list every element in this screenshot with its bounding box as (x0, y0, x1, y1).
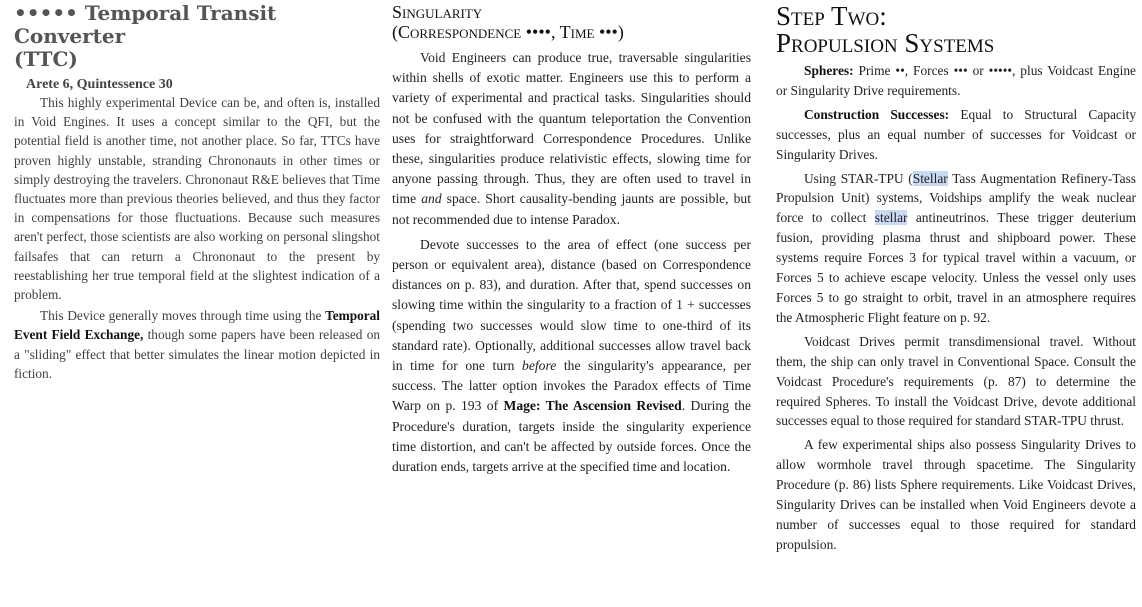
title-line-2: (TTC) (14, 47, 78, 71)
construction-successes (776, 105, 1136, 165)
title-line-1: ••••• Temporal Transit Converter (14, 1, 277, 48)
italic-term: before (522, 358, 557, 374)
paragraph-text: Void Engineers can produce true, traversable singularities within shells of exotic matter. Engineers use this to perform a variety of experimental and practical tasks. Singularities should not be confused with the quantum teleportation the Convention uses for straightforward Correspondence Procedures. Unlike these, singularities produce relativistic effects, slowing time for anyone passing through. Thus, they are often used to travel in time (392, 50, 751, 207)
highlighted-word[interactable]: Stellar (912, 170, 948, 186)
book-title: Mage: The Ascension Revised (503, 398, 682, 414)
heading-line-1: Singularity (392, 2, 483, 22)
paragraph-text: space. Short causality-bending jaunts are possible, but not recommended due to intense Paradox. (392, 191, 751, 227)
column-singularity (392, 0, 751, 477)
italic-term: and (421, 191, 442, 207)
paragraph: This highly experimental Device can be, and often is, installed in Void Engines. It uses a concept similar to the QFI, but the potential field is another time, not another place. So far, TTCs have proven highly unstable, stranding Chrononauts in other times or simply destroying the travelers. Chrononaut R&E believes that Time fluctuates more than previous theories believed, and thus they factor in compensations for those fluctuations. Because such measures aren't perfect, those scientists are also working on personal slingshot failsafes that can return a Chrononaut to the present by reestablishing her true temporal field at the slightest indication of a problem. (14, 95, 380, 303)
paragraph-text: antineutrinos. These trigger deuterium fusion, providing plasma thrust and shipboard power. These systems require Forces 3 for typical travel within a vacuum, or Forces 5 to achieve escape velocity. Unless the vessel only uses Forces 5 to go straight to orbit, travel in an atmosphere requires the Atmospheric Flight feature on p. 92. (776, 210, 1136, 325)
paragraph (776, 169, 1136, 328)
paragraph-text: the singularity's appearance, per success. The latter option invokes the Paradox effects of Time Warp on p. 193 of (392, 358, 751, 414)
paragraph (392, 48, 751, 230)
section-subtitle: Arete 6, Quintessence 30 (26, 77, 173, 92)
heading-line-2: (Correspondence ••••, Time •••) (392, 22, 624, 42)
paragraph-text: . During the Procedure's duration, targets inside the singularity experience time distortion, and can't be affected by outside forces. Once the duration ends, targets arrive at the specified time and location. (392, 398, 751, 475)
heading-line-1: Step Two: (776, 1, 887, 31)
paragraph (14, 306, 380, 383)
highlighted-word[interactable]: stellar (874, 210, 908, 226)
paragraph-text: Devote successes to the area of effect (one success per person or equivalent area), distance (based on Correspondence distances on p. 83), and duration. After that, spend successes on slowing time within the singularity to a fraction of 1 + successes (spending two successes would slow time to one-third of its standard rate). Optionally, additional successes allow travel back in time for one turn (392, 236, 751, 374)
spheres-text: Prime ••, Forces ••• or •••••, plus Voidcast Engine or Singularity Drive requirements. (776, 63, 1136, 98)
construction-text: Equal to Structural Capacity successes, plus an equal number of successes for Voidcast or Singularity Drives. (776, 106, 1137, 162)
column-propulsion-systems (776, 0, 1136, 555)
section-heading (392, 2, 751, 42)
heading-line-2: Propulsion Systems (776, 28, 995, 58)
paragraph-text: Using STAR-TPU ( (804, 170, 913, 186)
paragraph: Voidcast Drives permit transdimensional travel. Without them, the ship can only travel in Conventional Space. Consult the Voidcast Procedure's requirements (p. 87) to determine the required Spheres. To install the Voidcast Drive, devote additional successes equal to those required for standard STAR-TPU thrust. (776, 333, 1136, 429)
spheres-label: Spheres: (804, 63, 854, 78)
construction-label: Construction Successes: (804, 106, 950, 122)
paragraph (392, 235, 751, 477)
paragraph-text: though some papers have been released on a "sliding" effect that better simulates the linear motion depicted in fiction. (14, 327, 380, 381)
spheres-requirement (776, 61, 1136, 101)
bold-term: Temporal Event Field Exchange, (14, 308, 380, 343)
paragraph-text: Tass Augmentation Refinery-Tass Propulsion Unit) systems, Voidships amplify the weak nuclear force to collect (776, 170, 1136, 226)
paragraph-text: This Device generally moves through time using the (40, 308, 326, 324)
paragraph: A few experimental ships also possess Singularity Drives to allow wormhole travel through spacetime. The Singularity Procedure (p. 86) lists Sphere requirements. Like Voidcast Drives, Singularity Drives can be installed when Void Engineers devote a number of successes equal to those required for standard propulsion. (776, 437, 1136, 552)
section-title (14, 0, 380, 71)
column-temporal-transit-converter (14, 0, 380, 383)
section-heading (776, 3, 1136, 57)
